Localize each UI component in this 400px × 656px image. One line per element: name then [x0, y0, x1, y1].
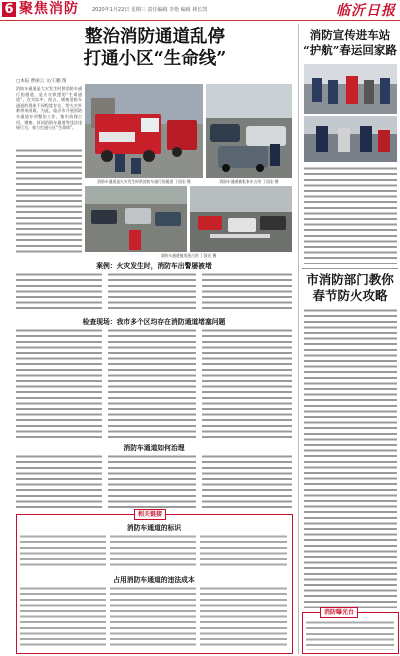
check-text-col-2 — [108, 328, 196, 438]
parked-cars-photo — [206, 84, 292, 178]
street-image — [190, 186, 292, 252]
station-photo — [304, 64, 397, 114]
page-header — [0, 0, 400, 21]
page-section-title: 聚焦消防 — [19, 1, 79, 17]
main-headline — [20, 26, 290, 70]
station-image — [304, 64, 397, 114]
newspaper-logo: 临沂日报 — [336, 3, 396, 19]
page-number: 6 — [2, 2, 16, 17]
station-image-2 — [304, 116, 397, 162]
column-divider — [298, 24, 299, 654]
check-text-col-1 — [16, 328, 102, 438]
byline: □本报 曹丽云 文/王鹏 图 — [16, 79, 67, 84]
station-photo-2 — [304, 116, 397, 162]
govern-text-col-3 — [202, 454, 292, 508]
right-headline-2-line-1: 市消防部门教你 — [306, 272, 394, 287]
main-headline-line-1: 整治消防通道乱停 — [85, 27, 225, 47]
right-divider-1 — [302, 268, 398, 269]
road-photo — [85, 186, 187, 252]
related-links-tag: 相关链接 — [134, 509, 166, 520]
section-heading-penalty: 占用消防车通道的违法成本 — [113, 576, 195, 584]
case-text-col-3 — [202, 272, 292, 312]
right-headline-1-line-1: 消防宣传进车站 — [309, 28, 391, 42]
photo-caption-3: 消防车通道被违规占用 丁国宏 摄 — [160, 253, 217, 258]
right-article-2-text — [304, 308, 397, 608]
penalty-text-col-3 — [200, 586, 287, 648]
right-headline-2 — [302, 272, 398, 304]
right-article-1-text — [304, 166, 397, 264]
govern-text-col-1 — [16, 454, 102, 508]
fire-truck-image — [85, 84, 203, 178]
intro-text: 消防车通道是大灾发生时供消防车通行的通道，是火灾救援的“生命通道”。在实际中，侵占、堵塞消防车通道的现象不同程度存在，给火灾扑救带来困难。为此，临沂市开展消防车通道专项整治工作，集中清理占用、堵塞、封闭消防车通道等违法违规行为，着力打通小区“生命线”。 — [16, 86, 82, 131]
case-text-col-1 — [16, 272, 102, 312]
street-photo — [190, 186, 292, 252]
exposure-tag: 消防曝光台 — [320, 607, 358, 618]
right-headline-1-line-2: “护航”春运回家路 — [303, 43, 397, 57]
page-meta: 2020年1月22日 星期三 责任编辑 李艳 编辑 林长凯 — [92, 7, 208, 13]
check-text-col-3 — [202, 328, 292, 438]
road-image — [85, 186, 187, 252]
related-text-col-3 — [200, 534, 287, 568]
photo-caption-2: 消防车通道被私家车占用 丁国宏 摄 — [219, 179, 279, 184]
related-links-title: 消防车通道的标识 — [126, 524, 182, 532]
intro-text-continued — [16, 148, 82, 256]
related-text-col-2 — [110, 534, 196, 568]
penalty-text-col-1 — [20, 586, 106, 648]
penalty-text-col-2 — [110, 586, 196, 648]
section-heading-govern: 消防车通道如何治理 — [123, 444, 185, 452]
photo-caption-1: 消防车通道是火灾发生时供消防车通行的通道 丁国宏 摄 — [97, 179, 191, 184]
case-text-col-2 — [108, 272, 196, 312]
govern-text-col-2 — [108, 454, 196, 508]
related-text-col-1 — [20, 534, 106, 568]
right-headline-2-line-2: 春节防火攻略 — [312, 288, 388, 303]
main-headline-line-2: 打通小区“生命线” — [83, 49, 227, 69]
exposure-text — [306, 620, 394, 650]
section-heading-check: 检查现场：我市多个区均存在消防通道堵塞问题 — [82, 318, 226, 326]
fire-truck-photo — [85, 84, 203, 178]
parked-cars-image — [206, 84, 292, 178]
section-heading-case: 案例：火灾发生时，消防车出警屡被堵 — [96, 262, 212, 270]
right-headline-1 — [302, 28, 398, 58]
